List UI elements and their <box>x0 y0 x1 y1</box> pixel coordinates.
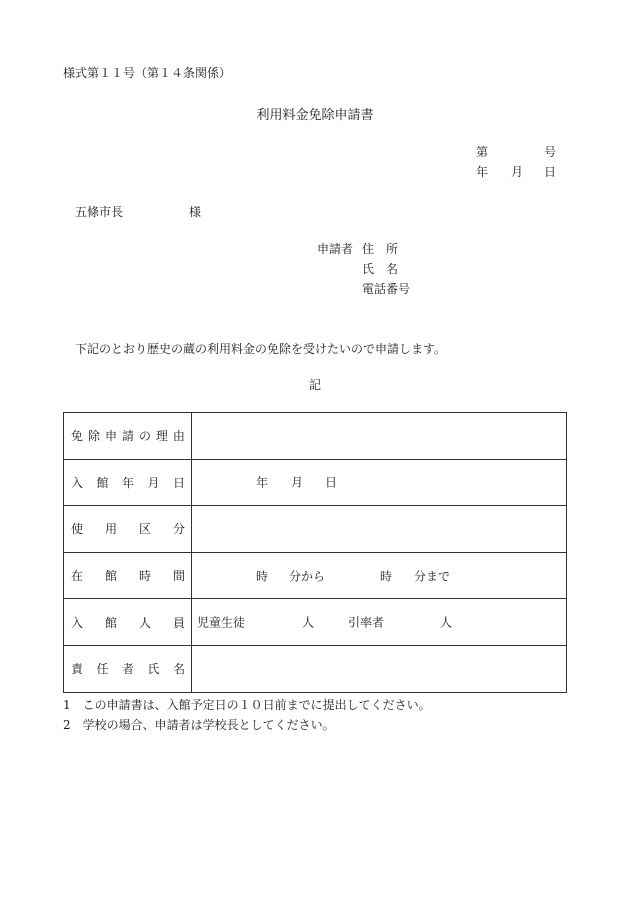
table-row <box>64 645 567 692</box>
reason-field[interactable] <box>192 413 567 460</box>
row-label-reason: 免 除 申 請 の 理 由 <box>71 429 185 444</box>
stay-time-fun2: 分まで <box>414 569 451 584</box>
visitors-leader-nin: 人 <box>440 615 453 630</box>
table-row <box>64 506 567 553</box>
applicant-label: 申請者 <box>317 242 354 256</box>
addressee-name: 五條市長 <box>75 205 124 219</box>
table-row <box>64 552 567 599</box>
note-2: 2 学校の場合、申請者は学校長としてください。 <box>63 718 335 732</box>
form-number: 様式第１１号（第１４条関係） <box>63 66 232 80</box>
ki-heading: 記 <box>308 378 321 392</box>
applicant-name-label: 氏 名 <box>362 262 399 276</box>
row-label-stay-time: 在 館 時 間 <box>71 569 185 584</box>
row-label-visit-date: 入 館 年 月 日 <box>71 475 185 490</box>
visitors-field[interactable] <box>192 599 567 646</box>
visitors-leader-label: 引率者 <box>348 615 385 630</box>
note-1: 1 この申請書は、入館予定日の１０日前までに提出してください。 <box>63 698 431 712</box>
intro-text: 下記のとおり歴史の蔵の利用料金の免除を受けたいので申請します。 <box>75 342 447 356</box>
doc-number-dai: 第 <box>476 145 489 159</box>
applicant-address-label: 住 所 <box>362 242 399 256</box>
row-label-usage: 使 用 区 分 <box>71 522 185 537</box>
table-row <box>64 599 567 646</box>
date-tsuki: 月 <box>511 165 524 179</box>
application-table <box>63 412 567 693</box>
applicant-phone-label: 電話番号 <box>362 282 411 296</box>
doc-number-go: 号 <box>544 145 557 159</box>
usage-field[interactable] <box>192 506 567 553</box>
visitors-students-label: 児童生徒 <box>197 615 246 630</box>
date-hi: 日 <box>544 165 557 179</box>
addressee-sama: 様 <box>189 205 202 219</box>
visit-date-field[interactable] <box>192 459 567 506</box>
table-row <box>64 459 567 506</box>
visit-date-nen: 年 <box>256 475 269 490</box>
visitors-students-nin: 人 <box>302 615 315 630</box>
document-title: 利用料金免除申請書 <box>256 108 374 123</box>
stay-time-ji2: 時 <box>380 569 393 584</box>
visit-date-hi: 日 <box>325 475 338 490</box>
date-nen: 年 <box>476 165 489 179</box>
row-label-responsible: 責 任 者 氏 名 <box>71 662 185 677</box>
stay-time-ji1: 時 <box>256 569 269 584</box>
stay-time-field[interactable] <box>192 552 567 599</box>
stay-time-fun1: 分から <box>289 569 326 584</box>
table-row <box>64 413 567 460</box>
responsible-field[interactable] <box>192 645 567 692</box>
visit-date-tsuki: 月 <box>291 475 304 490</box>
row-label-visitors: 入 館 人 員 <box>71 615 185 630</box>
